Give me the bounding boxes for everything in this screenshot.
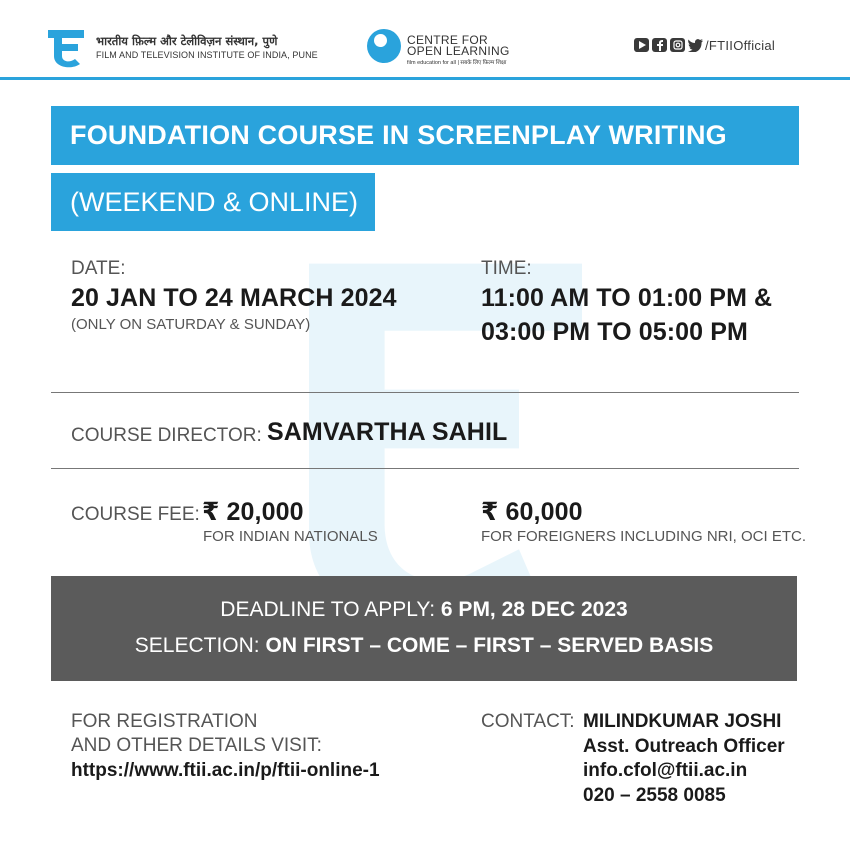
selection-line — [51, 634, 797, 658]
deadline-box — [51, 576, 797, 681]
header-divider — [0, 77, 850, 80]
cfol-name-line1: CENTRE FOR — [407, 33, 488, 47]
subtitle-banner — [51, 173, 375, 231]
section-divider — [51, 392, 799, 393]
social-handle[interactable]: /FTIIOfficial — [705, 38, 776, 53]
cfol-tagline: film education for all | सबके लिए फ़िल्म शिक्षा — [407, 60, 507, 66]
date-note: (ONLY ON SATURDAY & SUNDAY) — [71, 316, 311, 333]
title-banner — [51, 106, 799, 165]
contact-label: CONTACT: — [481, 711, 575, 732]
cfol-logo — [367, 29, 401, 63]
deadline-label: DEADLINE TO APPLY: — [220, 598, 436, 621]
registration-line2: AND OTHER DETAILS VISIT: — [71, 735, 322, 756]
fee-foreign-amount: ₹ 60,000 — [481, 498, 583, 526]
selection-label: SELECTION: — [134, 634, 260, 657]
section-divider — [51, 468, 799, 469]
time-line2: 03:00 PM TO 05:00 PM — [481, 318, 748, 346]
facebook-icon[interactable] — [652, 38, 667, 52]
ftii-logo — [44, 24, 88, 68]
registration-line1: FOR REGISTRATION — [71, 711, 258, 732]
registration-url-link[interactable]: https://www.ftii.ac.in/p/ftii-online-1 — [71, 760, 380, 781]
fee-indian-amount: ₹ 20,000 — [202, 498, 304, 526]
director-name: SAMVARTHA SAHIL — [267, 418, 508, 446]
contact-email-link[interactable]: info.cfol@ftii.ac.in — [583, 760, 748, 781]
fee-indian-note: FOR INDIAN NATIONALS — [203, 528, 378, 545]
contact-phone[interactable]: 020 – 2558 0085 — [583, 785, 726, 806]
fee-label: COURSE FEE: — [71, 504, 200, 525]
instagram-icon[interactable] — [670, 38, 685, 52]
course-subtitle: (WEEKEND & ONLINE) — [70, 187, 359, 217]
social-icons — [634, 38, 703, 52]
time-label: TIME: — [481, 258, 532, 279]
contact-designation: Asst. Outreach Officer — [583, 736, 785, 757]
institute-name-english: FILM AND TELEVISION INSTITUTE OF INDIA, PUNE — [96, 50, 318, 60]
selection-value: ON FIRST – COME – FIRST – SERVED BASIS — [265, 634, 714, 657]
contact-name: MILINDKUMAR JOSHI — [583, 711, 782, 732]
course-title: FOUNDATION COURSE IN SCREENPLAY WRITING — [70, 120, 727, 150]
director-label: COURSE DIRECTOR: — [71, 425, 262, 446]
deadline-value: 6 PM, 28 DEC 2023 — [440, 598, 628, 621]
time-line1: 11:00 AM TO 01:00 PM & — [481, 284, 773, 312]
deadline-line — [51, 598, 797, 622]
cfol-name-line2: OPEN LEARNING — [407, 44, 510, 58]
date-label: DATE: — [71, 258, 126, 279]
twitter-icon[interactable] — [688, 38, 703, 52]
youtube-icon[interactable] — [634, 38, 649, 52]
date-value: 20 JAN TO 24 MARCH 2024 — [71, 284, 397, 312]
fee-foreign-note: FOR FOREIGNERS INCLUDING NRI, OCI ETC. — [481, 528, 807, 545]
institute-name-hindi: भारतीय फ़िल्म और टेलीविज़न संस्थान, पुणे — [96, 34, 278, 48]
